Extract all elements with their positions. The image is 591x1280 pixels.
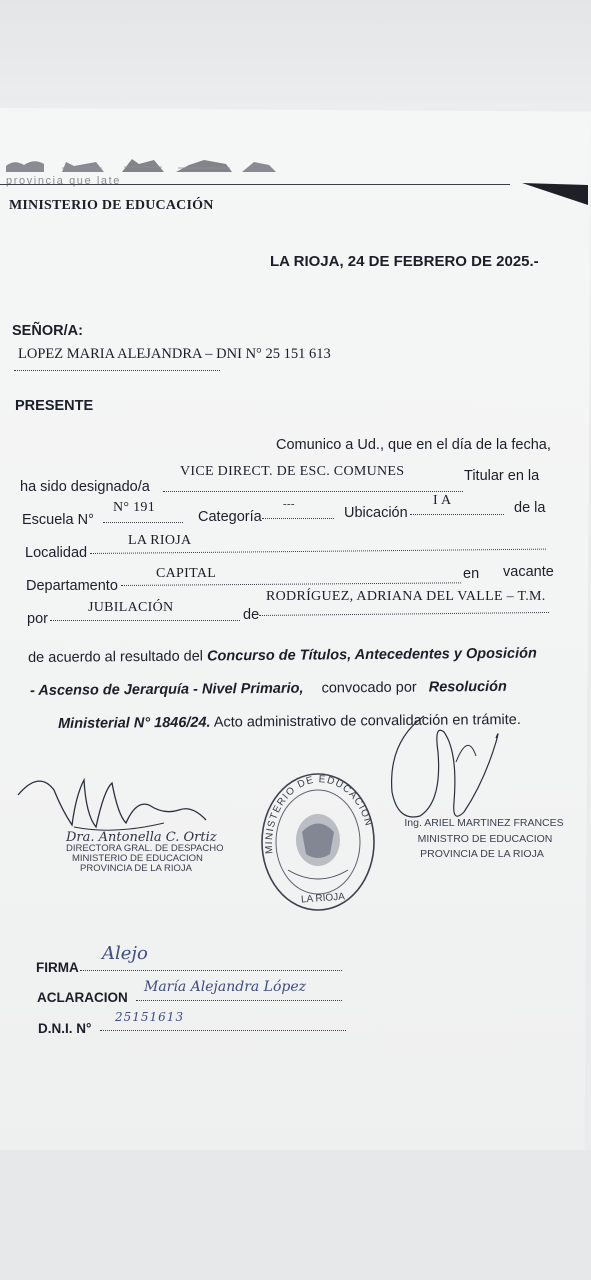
escuela-dotted-line	[103, 522, 183, 523]
resolucion-number: Ministerial N° 1846/24.	[58, 714, 211, 732]
document-date: LA RIOJA, 24 DE FEBRERO DE 2025.-	[270, 253, 539, 270]
paragraph-text-2b: convocado por	[321, 679, 417, 697]
localidad-label: Localidad	[25, 545, 88, 561]
de-la-label: de la	[514, 500, 546, 516]
firma-dotted-line	[80, 970, 342, 971]
right-handwritten-signature	[384, 712, 504, 832]
presente-heading: PRESENTE	[15, 398, 94, 414]
photo-background-bottom	[0, 1150, 591, 1280]
ascenso-title: - Ascenso de Jerarquía - Nivel Primario,	[30, 680, 304, 699]
dni-label: D.N.I. N°	[38, 1021, 92, 1036]
left-signer-title-2: MINISTERIO DE EDUCACION	[72, 853, 203, 864]
dni-handwritten-value: 25151613	[115, 1010, 185, 1024]
header-rule	[0, 184, 510, 185]
photo-background-top	[0, 0, 591, 120]
de-value: RODRÍGUEZ, ADRIANA DEL VALLE – T.M.	[266, 589, 546, 604]
recipient-name: LOPEZ MARIA ALEJANDRA – DNI N° 25 151 613	[18, 346, 331, 362]
ubicacion-value: I A	[433, 493, 452, 508]
paragraph-text-3b: Acto administrativo de convalidación en trámite.	[213, 711, 521, 731]
seal-text-bottom: LA RIOJA	[300, 891, 346, 906]
resolucion-word: Resolución	[428, 678, 507, 696]
dni-dotted-line	[100, 1030, 346, 1031]
right-signer-title-2: PROVINCIA DE LA RIOJA	[420, 848, 544, 860]
por-label: por	[27, 611, 48, 627]
departamento-label: Departamento	[26, 578, 118, 594]
departamento-value: CAPITAL	[156, 566, 217, 581]
left-signer-name: Dra. Antonella C. Ortiz	[66, 830, 217, 845]
firma-handwritten-value: Alejo	[102, 943, 148, 964]
en-label: en	[463, 566, 480, 582]
ubicacion-dotted-line	[410, 514, 504, 515]
logo-caption: provincia que late	[6, 175, 122, 187]
de-label: de	[243, 607, 260, 623]
recipient-dotted-line	[14, 370, 220, 371]
ubicacion-label: Ubicación	[344, 505, 408, 521]
titular-label: Titular en la	[464, 468, 540, 484]
salutation: SEÑOR/A:	[12, 323, 83, 339]
left-signer-title-3: PROVINCIA DE LA RIOJA	[80, 863, 192, 874]
firma-label: FIRMA	[36, 960, 79, 975]
por-dotted-line	[50, 620, 240, 621]
intro-text: Comunico a Ud., que en el día de la fecha,	[276, 437, 551, 453]
ministry-name: MINISTERIO DE EDUCACIÓN	[9, 198, 214, 213]
cargo-dotted-line	[163, 491, 463, 492]
concurso-title: Concurso de Títulos, Antecedentes y Oposición	[206, 645, 537, 665]
cargo-value: VICE DIRECT. DE ESC. COMUNES	[180, 464, 405, 479]
escuela-label: Escuela N°	[22, 512, 94, 528]
right-signer-name: Ing. ARIEL MARTINEZ FRANCES	[404, 817, 564, 829]
left-signer-title-1: DIRECTORA GRAL. DE DESPACHO	[66, 843, 224, 854]
right-signer-title-1: MINISTRO DE EDUCACION	[417, 833, 553, 845]
localidad-value: LA RIOJA	[128, 533, 192, 548]
categoria-label: Categoría	[198, 509, 262, 525]
vacante-label: vacante	[503, 564, 554, 580]
svg-text:MINISTERIO DE EDUCACION: MINISTERIO DE EDUCACION	[263, 774, 374, 855]
por-value: JUBILACIÓN	[88, 600, 174, 615]
designado-label: ha sido designado/a	[20, 479, 150, 495]
aclaracion-dotted-line	[136, 1000, 342, 1001]
seal-ring-text	[258, 770, 380, 918]
categoria-dotted-line	[262, 518, 334, 519]
paragraph-text-1a: de acuerdo al resultado del	[28, 648, 204, 666]
escuela-value: N° 191	[113, 500, 156, 515]
aclaracion-handwritten-value: María Alejandra López	[144, 979, 307, 995]
header-corner-mark	[522, 181, 590, 207]
categoria-value: ---	[283, 498, 295, 510]
aclaracion-label: ACLARACION	[37, 990, 128, 1005]
